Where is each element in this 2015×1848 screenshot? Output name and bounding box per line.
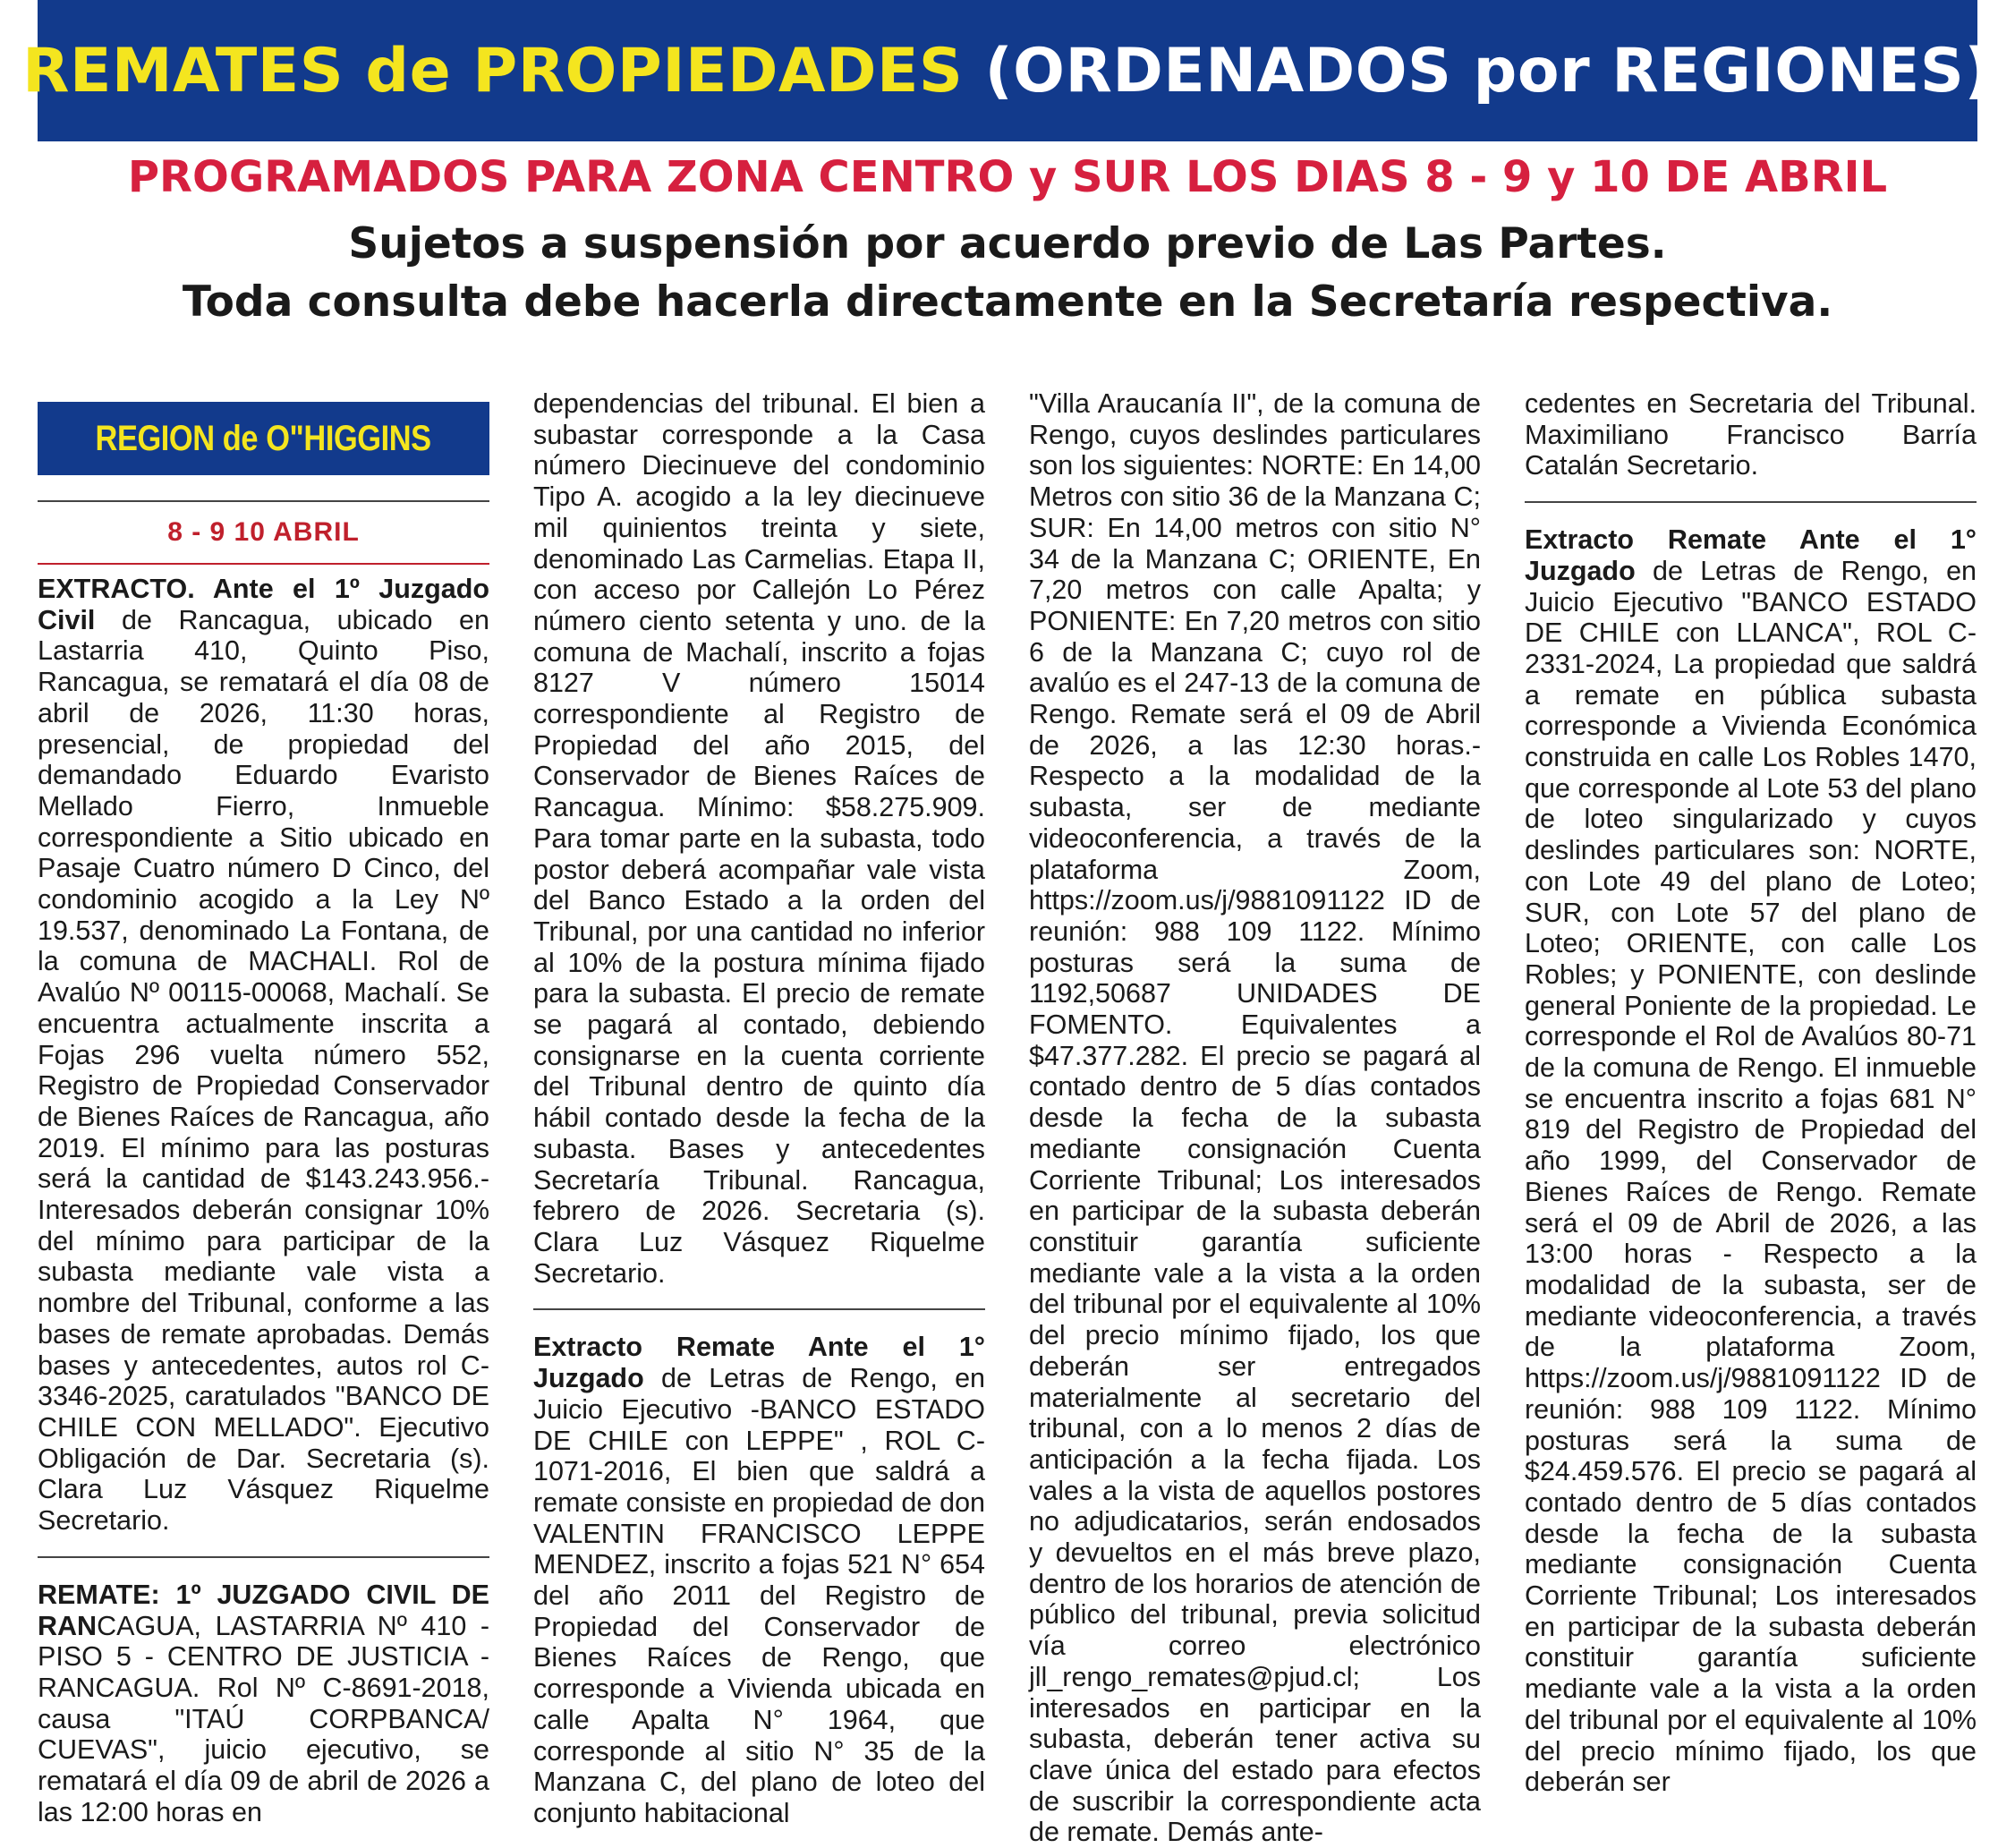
notice-3 bbox=[533, 1332, 985, 1828]
notice-2-body: CAGUA, LASTARRIA Nº 410 - PISO 5 - CENTRO DE JUSTICIA -RANCAGUA. Rol Nº C-8691-2018, causa "ITAÚ CORPBANCA/ CUEVAS", juicio ejecutivo, se rematará el día 09 de abril de 2026 a las 12:00 horas en bbox=[38, 1610, 489, 1827]
notice-1 bbox=[38, 574, 489, 1537]
notice-3-tail: cedentes en Secretaria del Tribunal. Maximiliano Francisco Barría Catalán Secretario. bbox=[1525, 388, 1977, 481]
region-header bbox=[38, 402, 489, 475]
divider bbox=[1525, 501, 1977, 503]
title-part2: (ORDENADOS por REGIONES) bbox=[984, 35, 1993, 106]
divider bbox=[38, 1556, 489, 1558]
page-title bbox=[22, 36, 1993, 106]
divider bbox=[38, 563, 489, 565]
schedule-subtitle: PROGRAMADOS PARA ZONA CENTRO y SUR LOS DIAS 8 - 9 y 10 DE ABRIL bbox=[127, 152, 1888, 202]
column-2 bbox=[533, 388, 985, 1828]
notice-3-continued: "Villa Araucanía II", de la comuna de Rengo, cuyos deslindes particulares son los siguientes: NORTE: En 14,00 Metros con sitio 36 de la Manzana C; SUR: En 14,00 metros con sitio N° 34 de la Manzana C; ORIENTE, En 7,20 metros con calle Apalta; y PONIENTE: En 7,20 metros con sitio 6 de la Manzana C; cuyo rol de avalúo es el 247-13 de la comuna de Rengo. Remate será el 09 de Abril de 2026, a las 12:30 horas.- Respecto a la modalidad de la subasta, ser de mediante videoconferencia, a través de la plataforma Zoom, https://zoom.us/j/9881091122 ID de reunión: 988 109 1122. Mínimo posturas será la suma de 1192,50687 UNIDADES DE FOMENTO. Equivalentes a $47.377.282. El precio se pagará al contado dentro de 5 días contados desde la fecha de la subasta mediante consignación Cuenta Corriente Tribunal; Los interesados en participar de la subasta deberán constituir garantía suficiente mediante vale a la vista a la orden del tribunal por el equivalente al 10% del precio mínimo fijado, los que deberán ser entregados materialmente al secretario del tribunal, con a lo menos 2 días de anticipación a la fecha fijada. Los vales a la vista de aquellos postores no adjudicatarios, serán endosados y devueltos en el más breve plazo, dentro de los horarios de atención de público del tribunal, previa solicitud vía correo electrónico jll_rengo_remates@pjud.cl; Los interesados en participar en la subasta, deberán tener activa su clave única del estado para efectos de suscribir la correspondiente acta de remate. Demás ante- bbox=[1029, 388, 1481, 1848]
notice-3-body: de Letras de Rengo, en Juicio Ejecutivo -BANCO ESTADO DE CHILE con LEPPE" , ROL C-1071-2016, El bien que saldrá a remate consiste en propiedad de don VALENTIN FRANCISCO LEPPE MENDEZ, inscrito a fojas 521 N° 654 del año 2011 del Registro de Propiedad del Conservador de Bienes Raíces de Rengo, que corresponde a Vivienda ubicada en calle Apalta N° 1964, que corresponde al sitio N° 35 de la Manzana C, del plano de loteo del conjunto habitacional bbox=[533, 1363, 985, 1828]
notice-2-continued: dependencias del tribunal. El bien a subastar corresponde a la Casa número Diecinueve del condominio Tipo A. acogido a la ley diecinueve mil quinientos treinta y siete, denominado Las Carmelias. Etapa II, con acceso por Callejón Lo Pérez número ciento setenta y uno. de la comuna de Machalí, inscrito a fojas 8127 V número 15014 correspondiente al Registro de Propiedad del año 2015, del Conservador de Bienes Raíces de Rancagua. Mínimo: $58.275.909. Para tomar parte en la subasta, todo postor deberá acompañar vale vista del Banco Estado a la orden del Tribunal, por una cantidad no inferior al 10% de la postura mínima fijado para la subasta. El precio de remate se pagará al contado, debiendo consignarse en la cuenta corriente del Tribunal dentro de quinto día hábil contado desde la fecha de la subasta. Bases y antecedentes Secretaría Tribunal. Rancagua, febrero de 2026. Secretaria (s). Clara Luz Vásquez Riquelme Secretario. bbox=[533, 388, 985, 1289]
header-banner bbox=[22, 0, 1993, 141]
notice-4-lead: Extracto Remate Ante el 1° Juzgado bbox=[1525, 524, 1977, 586]
column-4 bbox=[1525, 388, 1977, 1798]
notice-2 bbox=[38, 1580, 489, 1828]
region-title: REGION de O"HIGGINS bbox=[95, 418, 432, 458]
notice-3-lead: Extracto Remate Ante el 1° Juzgado bbox=[533, 1332, 985, 1394]
notice-4-body: de Letras de Rengo, en Juicio Ejecutivo "BANCO ESTADO DE CHILE con LLANCA", ROL C-2331-2024, La propiedad que saldrá a remate en pública subasta corresponde a Vivienda Económica construida en calle Los Robles 1470, que corresponde al Lote 53 del plano de loteo singularizado y cuyos deslindes particulares son: NORTE, con Lote 49 del plano de Loteo; SUR, con Lote 57 del plano de Loteo; ORIENTE, con calle Los Robles; y PONIENTE, con deslinde general Poniente de la propiedad. Le corresponde el Rol de Avalúos 80-71 de la comuna de Rengo. El inmueble se encuentra inscrito a fojas 681 N° 819 del Registro de Propiedad del año 1999, del Conservador de Bienes Raíces de Rengo. Remate será el 09 de Abril de 2026, a las 13:00 horas - Respecto a la modalidad de la subasta, ser de mediante videoconferencia, a través de la plataforma Zoom, https://zoom.us/j/9881091122 ID de reunión: 988 109 1122. Mínimo posturas será la suma de $24.459.576. El precio se pagará al contado dentro de 5 días contados desde la fecha de la subasta mediante consignación Cuenta Corriente Tribunal; Los interesados en participar de la subasta deberán constituir garantía suficiente mediante vale a la vista a la orden del tribunal por el equivalente al 10% del precio mínimo fijado, los que deberán ser bbox=[1525, 555, 1977, 1798]
region-dates: 8 - 9 10 ABRIL bbox=[167, 517, 360, 547]
notice-block bbox=[0, 215, 2015, 331]
notice-line-2: Toda consulta debe hacerla directamente en la Secretaría respectiva. bbox=[182, 277, 1833, 327]
notice-line-1: Sujetos a suspensión por acuerdo previo de Las Partes. bbox=[348, 219, 1667, 268]
notice-4 bbox=[1525, 524, 1977, 1798]
notice-1-lead: EXTRACTO. Ante el 1º Juzgado Civil bbox=[38, 574, 489, 635]
column-3 bbox=[1029, 388, 1481, 1848]
notice-2-lead: REMATE: 1º JUZGADO CIVIL DE RAN bbox=[38, 1579, 489, 1641]
divider bbox=[533, 1308, 985, 1310]
notice-1-body: de Rancagua, ubicado en Lastarria 410, Quinto Piso, Rancagua, se rematará el día 08 de abril de 2026, 11:30 horas, presencial, de propiedad del demandado Eduardo Evaristo Mellado Fierro, Inmueble correspondiente a Sitio ubicado en Pasaje Cuatro número D Cinco, del condominio acogido a la Ley Nº 19.537, denominado La Fontana, de la comuna de MACHALI. Rol de Avalúo Nº 00115-00068, Machalí. Se encuentra actualmente inscrita a Fojas 296 vuelta número 552, Registro de Propiedad Conservador de Bienes Raíces de Rancagua, año 2019. El mínimo para las posturas será la cantidad de $143.243.956.- Interesados deberán consignar 10% del mínimo para participar de la subasta mediante vale vista a nombre del Tribunal, conforme a las bases de remate aprobadas. Demás bases y antecedentes, autos rol C-3346-2025, caratulados "BANCO DE CHILE CON MELLADO". Ejecutivo Obligación de Dar. Secretaria (s). Clara Luz Vásquez Riquelme Secretario. bbox=[38, 604, 489, 1537]
title-part1: REMATES de PROPIEDADES bbox=[22, 35, 964, 106]
column-1 bbox=[38, 388, 489, 1827]
